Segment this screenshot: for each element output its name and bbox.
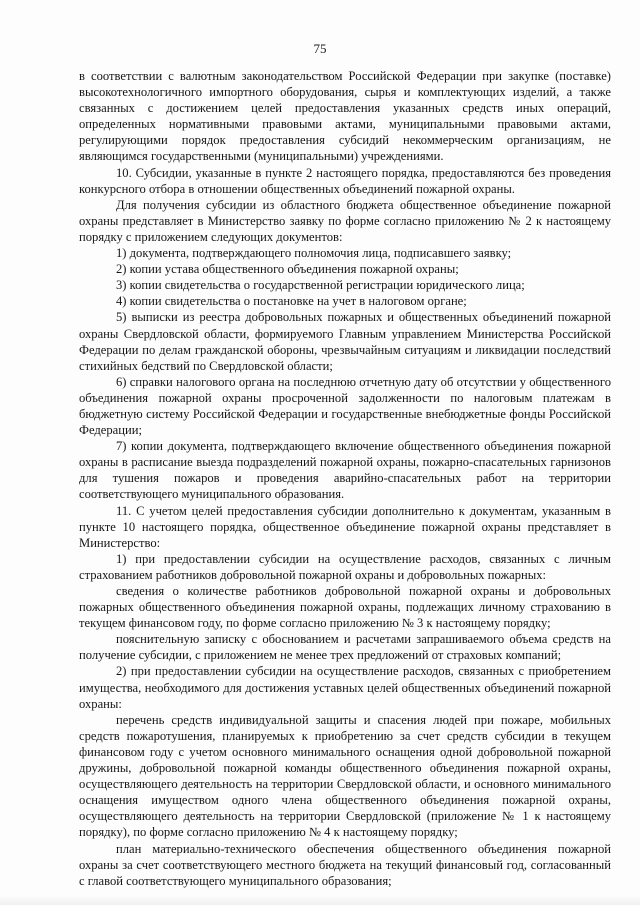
paragraph-currency-legislation-continuation: в соответствии с валютным законодательством Российской Федерации при закупке (поставке) высокотехнологичного импортного оборудования, сырья и комплектующих изделий, а также связанных с достижением целей предоставления указанных средств иных операций, определенных нормативными правовыми актами, муниципальными правовыми актами, регулирующими порядок предоставления субсидий некоммерческим организациям, не являющимся государственными (муниципальными) учреждениями. (79, 69, 611, 164)
paragraph-item-10: 10. Субсидии, указанные в пункте 2 настоящего порядка, предоставляются без проведения конкурсного отбора в отношении общественных объединений пожарной охраны. (79, 165, 611, 196)
paragraph-equipment-list: перечень средств индивидуальной защиты и спасения людей при пожаре, мобильных средств пожаротушения, планируемых к приобретению за счет средств субсидии в текущем финансовом году с учетом основного минимального оснащения одной добровольной пожарной дружины, добровольной пожарной команды общественного объединения пожарной охраны, осуществляющего деятельность на территории Свердловской области, и основного минимального оснащения имуществом одного члена общественного объединения пожарной охраны, осуществляющего деятельность на территории Свердловской (приложение № 1 к настоящему порядку), по форме согласно приложению № 4 к настоящему порядку; (79, 712, 611, 840)
paragraph-logistics-plan: план материально-технического обеспечения общественного объединения пожарной охраны за счет соответствующего местного бюджета на текущий финансовый год, согласованный с главой соответствующего муниципального образования; (79, 841, 611, 888)
list-item-6: 6) справки налогового органа на последнюю отчетную дату об отсутствии у общественного объединения пожарной охраны просроченной задолженности по налоговым платежам в бюджетную систему Российской Федерации и государственные внебюджетные фонды Российской Федерации; (79, 374, 611, 438)
paragraph-application-requirements: Для получения субсидии из областного бюджета общественное объединение пожарной охраны представляет в Министерство заявку по форме согласно приложению № 2 к настоящему порядку с приложением следующих документов: (79, 197, 611, 244)
subitem-1-insurance: 1) при предоставлении субсидии на осуществление расходов, связанных с личным страхованием работников добровольной пожарной охраны и добровольных пожарных: (79, 551, 611, 582)
paragraph-insurance-info: сведения о количестве работников добровольной пожарной охраны и добровольных пожарных общественного объединения пожарной охраны, подлежащих личному страхованию в текущем финансовом году, по форме согласно приложению № 3 к настоящему порядку; (79, 584, 611, 631)
document-body (79, 68, 611, 889)
list-item-1: 1) документа, подтверждающего полномочия лица, подписавшего заявку; (116, 246, 512, 261)
list-item-5: 5) выписки из реестра добровольных пожарных и общественных объединений пожарной охраны Свердловской области, формируемого Главным управлением Министерства Российской Федерации по делам гражданской обороны, чрезвычайным ситуациям и ликвидации последствий стихийных бедствий по Свердловской области; (79, 310, 611, 373)
list-item-4: 4) копии свидетельства о постановке на учет в налоговом органе; (116, 294, 467, 309)
paragraph-explanatory-note: пояснительную записку с обоснованием и расчетами запрашиваемого объема средств на получение субсидии, с приложением не менее трех предложений от страховых компаний; (79, 632, 611, 663)
list-item-3: 3) копии свидетельства о государственной регистрации юридического лица; (116, 278, 525, 293)
page-bottom-edge (0, 895, 640, 905)
list-item-7: 7) копии документа, подтверждающего включение общественного объединения пожарной охраны в расписание выезда подразделений пожарной охраны, пожарно-спасательных гарнизонов для тушения пожаров и проведения аварийно-спасательных работ на территории соответствующего муниципального образования. (79, 439, 611, 502)
paragraph-item-11: 11. С учетом целей предоставления субсидии дополнительно к документам, указанным в пункте 10 настоящего порядка, общественное объединение пожарной охраны представляет в Министерство: (79, 503, 611, 550)
page-number: 75 (313, 41, 327, 56)
subitem-2-property: 2) при предоставлении субсидии на осуществление расходов, связанных с приобретением имущества, необходимого для достижения уставных целей общественных объединений пожарной охраны: (79, 664, 611, 711)
list-item-2: 2) копии устава общественного объединения пожарной охраны; (116, 262, 459, 277)
